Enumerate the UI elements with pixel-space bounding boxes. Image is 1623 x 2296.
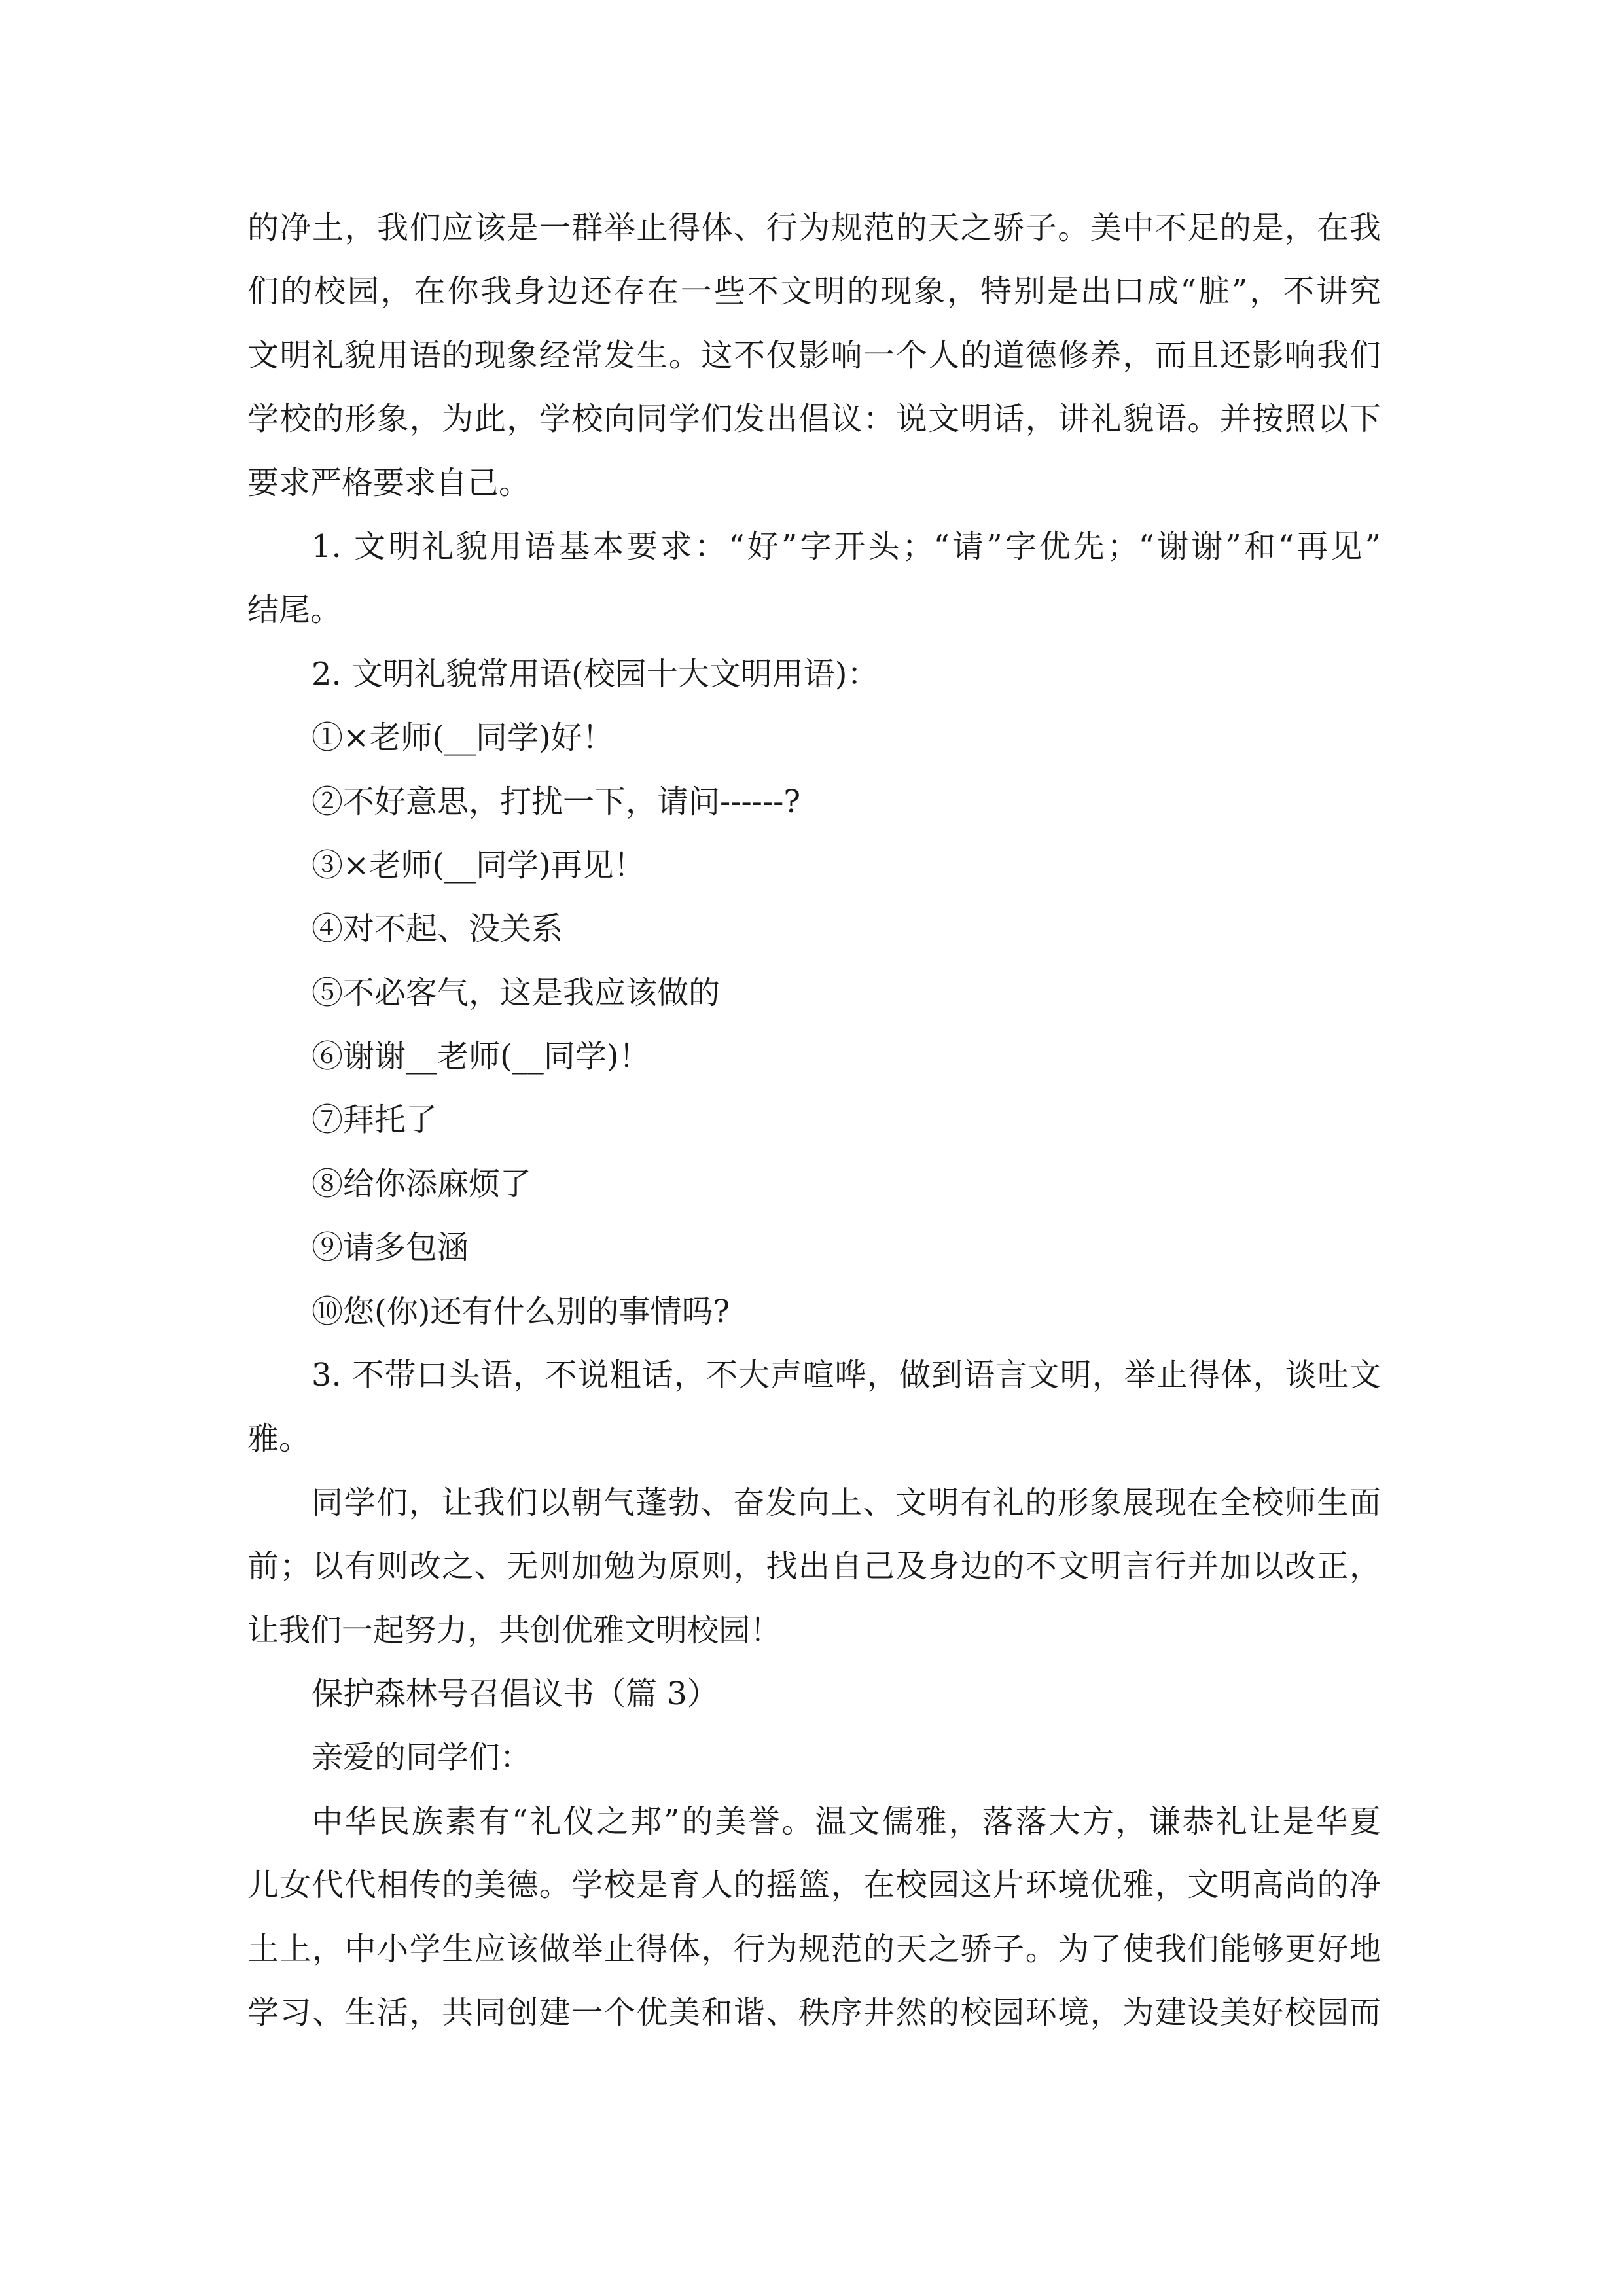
text-line: 1. 文明礼貌用语基本要求：“好”字开头；“请”字优先；“谢谢”和“再见” <box>312 528 1381 565</box>
text-line: 们的校园，在你我身边还存在一些不文明的现象，特别是出口成“脏”，不讲究 <box>247 273 1381 310</box>
text-line: ②不好意思，打扰一下，请问------? <box>312 783 801 820</box>
text-line: 文明礼貌用语的现象经常发生。这不仅影响一个人的道德修养，而且还影响我们 <box>247 336 1381 374</box>
text-line: ⑧给你添麻烦了 <box>312 1165 532 1202</box>
text-line: 保护森林号召倡议书（篇 3） <box>312 1675 719 1712</box>
text-line: 3. 不带口头语，不说粗话，不大声喧哗，做到语言文明，举止得体，谈吐文 <box>312 1357 1381 1394</box>
text-line: 亲爱的同学们： <box>312 1739 532 1776</box>
text-line: 雅。 <box>247 1420 311 1458</box>
text-line: 中华民族素有“礼仪之邦”的美誉。温文儒雅，落落大方，谦恭礼让是华夏 <box>312 1803 1381 1840</box>
text-line: ⑥谢谢__老师(__同学)！ <box>312 1038 651 1075</box>
text-line: 前；以有则改之、无则加勉为原则，找出自己及身边的不文明言行并加以改正， <box>247 1548 1381 1585</box>
text-line: ④对不起、没关系 <box>312 910 563 948</box>
text-line: 让我们一起努力，共创优雅文明校园！ <box>247 1611 782 1649</box>
text-line: ⑨请多包涵 <box>312 1229 469 1266</box>
text-line: 结尾。 <box>247 592 342 629</box>
text-line: ⑦拜托了 <box>312 1102 438 1139</box>
text-line: ⑤不必客气，这是我应该做的 <box>312 974 721 1011</box>
text-line: 要求严格要求自己。 <box>247 464 531 501</box>
text-line: 2. 文明礼貌常用语(校园十大文明用语)： <box>312 655 879 692</box>
text-line: 的净土，我们应该是一群举止得体、行为规范的天之骄子。美中不足的是，在我 <box>247 209 1381 246</box>
text-line: ③×老师(__同学)再见！ <box>312 846 645 884</box>
text-line: ⑩您(你)还有什么别的事情吗? <box>312 1293 730 1330</box>
document-body <box>247 196 1381 2045</box>
text-line: 儿女代代相传的美德。学校是育人的摇篮，在校园这片环境优雅，文明高尚的净 <box>247 1867 1381 1904</box>
text-line: 同学们，让我们以朝气蓬勃、奋发向上、文明有礼的形象展现在全校师生面 <box>312 1484 1381 1521</box>
text-line: ①×老师(__同学)好！ <box>312 719 614 757</box>
text-line: 学习、生活，共同创建一个优美和谐、秩序井然的校园环境，为建设美好校园而 <box>247 1994 1381 2031</box>
text-line: 土上，中小学生应该做举止得体，行为规范的天之骄子。为了使我们能够更好地 <box>247 1930 1381 1967</box>
text-line: 学校的形象，为此，学校向同学们发出倡议：说文明话，讲礼貌语。并按照以下 <box>247 401 1381 438</box>
